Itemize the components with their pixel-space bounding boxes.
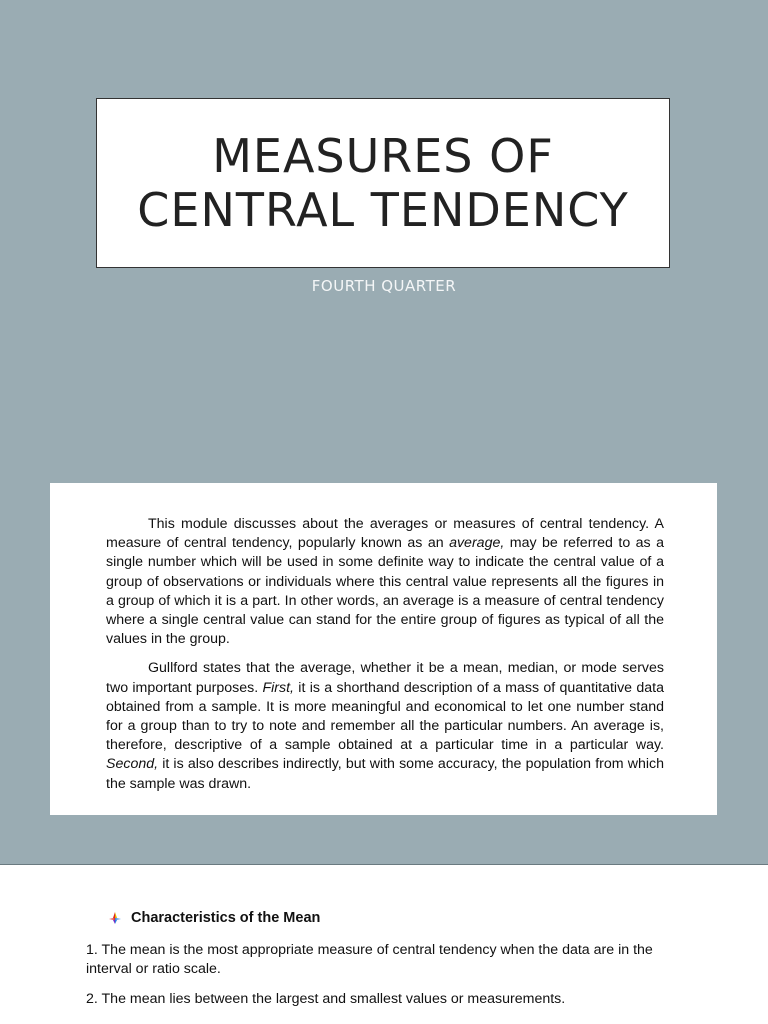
emphasis-text: Second, [106, 756, 159, 773]
text-run: Gullford states that the average, whether it be a mean, median, or mode serves two important purposes. [106, 660, 664, 696]
text-run: This module discusses about the averages or measures of central tendency. A measure of central tendency, popularly known as an [106, 516, 664, 552]
slide-title: MEASURES OF CENTRAL TENDENCY [137, 129, 629, 237]
text-run: it is also describes indirectly, but with some accuracy, the population from which the sample was drawn. [106, 756, 664, 792]
characteristics-heading-text: Characteristics of the Mean [131, 910, 321, 926]
module-paragraph-2 [106, 659, 664, 793]
list-item: 2. The mean lies between the largest and smallest values or measurements. [86, 991, 566, 1007]
four-color-bullet-icon [108, 911, 122, 925]
text-run: it is a shorthand description of a mass of quantitative data obtained from a sample. It is more meaningful and economical to let one number stand for a group than to try to note and remember all the particular numbers. An average is, therefore, descriptive of a sample obtained at a particular time in a particular way. [106, 679, 664, 754]
emphasis-text: First, [262, 679, 294, 696]
document-page [0, 866, 768, 1024]
slide-subtitle: FOURTH QUARTER [311, 277, 457, 295]
title-box [96, 98, 670, 268]
module-text-panel [50, 483, 717, 815]
page-divider [0, 864, 768, 865]
module-paragraph-1 [106, 515, 664, 649]
text-run: may be referred to as a single number which will be used in some definite way to indicate the central value of a group of observations or individuals where this central value represents all the figures in a group of which it is a part. In other words, an average is a measure of central tendency where a single central value can stand for the entire group of figures as typical of all the values in the group. [106, 535, 664, 648]
characteristics-heading [108, 910, 320, 926]
emphasis-text: average, [449, 535, 505, 552]
list-item: 1. The mean is the most appropriate measure of central tendency when the data are in the interval or ratio scale. [86, 942, 653, 977]
